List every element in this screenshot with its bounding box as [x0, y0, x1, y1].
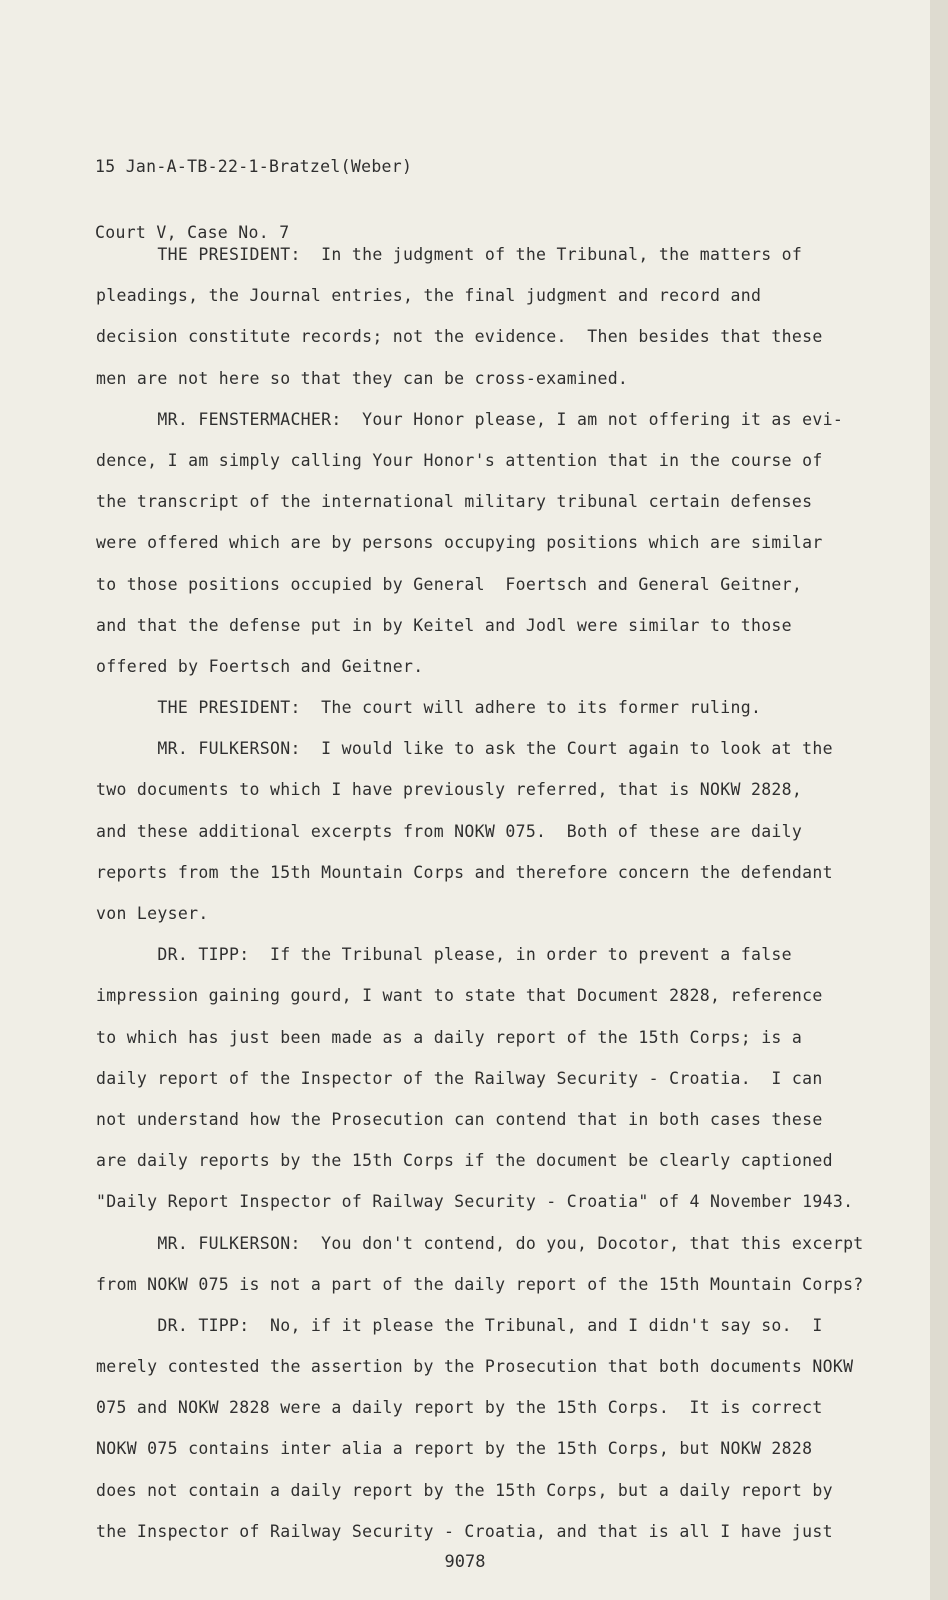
header-court-line: Court V, Case No. 7 — [95, 223, 290, 242]
transcript-body — [96, 234, 864, 1552]
transcript-line: two documents to which I have previously referred, that is NOKW 2828, — [96, 780, 803, 800]
transcript-line: THE PRESIDENT: The court will adhere to its former ruling. — [96, 698, 762, 718]
transcript-line: does not contain a daily report by the 15th Corps, but a daily report by — [96, 1480, 833, 1500]
transcript-line: and these additional excerpts from NOKW 075. Both of these are daily — [96, 821, 803, 841]
transcript-line: dence, I am simply calling Your Honor's attention that in the course of — [96, 450, 823, 470]
transcript-line: merely contested the assertion by the Prosecution that both documents NOKW — [96, 1357, 854, 1377]
transcript-line: "Daily Report Inspector of Railway Security - Croatia" of 4 November 1943. — [96, 1192, 854, 1212]
transcript-line: offered by Foertsch and Geitner. — [96, 656, 424, 676]
transcript-line: were offered which are by persons occupying positions which are similar — [96, 533, 823, 553]
transcript-line: von Leyser. — [96, 904, 209, 923]
transcript-line: impression gaining gourd, I want to state that Document 2828, reference — [96, 986, 823, 1006]
transcript-line: reports from the 15th Mountain Corps and therefore concern the defendant — [96, 862, 833, 882]
transcript-line: DR. TIPP: If the Tribunal please, in order to prevent a false — [96, 945, 792, 965]
transcript-line: the Inspector of Railway Security - Croatia, and that is all I have just — [96, 1521, 833, 1541]
transcript-line: are daily reports by the 15th Corps if the document be clearly captioned — [96, 1151, 833, 1171]
transcript-line: men are not here so that they can be cross-examined. — [96, 368, 629, 388]
header-reference-line: 15 Jan-A-TB-22-1-Bratzel(Weber) — [95, 157, 413, 176]
transcript-line: decision constitute records; not the evidence. Then besides that these — [96, 327, 823, 347]
transcript-line: not understand how the Prosecution can contend that in both cases these — [96, 1109, 823, 1129]
transcript-line: MR. FULKERSON: I would like to ask the Court again to look at the — [96, 739, 833, 759]
transcript-line: to which has just been made as a daily report of the 15th Corps; is a — [96, 1027, 803, 1047]
transcript-line: 075 and NOKW 2828 were a daily report by the 15th Corps. It is correct — [96, 1398, 823, 1418]
transcript-line: NOKW 075 contains inter alia a report by the 15th Corps, but NOKW 2828 — [96, 1439, 813, 1459]
transcript-line: to those positions occupied by General Foertsch and General Geitner, — [96, 574, 803, 594]
transcript-line: DR. TIPP: No, if it please the Tribunal, and I didn't say so. I — [96, 1315, 823, 1335]
transcript-line: and that the defense put in by Keitel and Jodl were similar to those — [96, 615, 792, 635]
transcript-line: pleadings, the Journal entries, the final judgment and record and — [96, 286, 762, 306]
transcript-line: THE PRESIDENT: In the judgment of the Tribunal, the matters of — [96, 245, 803, 264]
transcript-line: MR. FULKERSON: You don't contend, do you, Docotor, that this excerpt — [96, 1233, 864, 1253]
transcript-line: daily report of the Inspector of the Railway Security - Croatia. I can — [96, 1068, 823, 1088]
transcript-line: MR. FENSTERMACHER: Your Honor please, I am not offering it as evi- — [96, 409, 844, 429]
page-number: 9078 — [444, 1552, 486, 1572]
transcript-line: from NOKW 075 is not a part of the daily report of the 15th Mountain Corps? — [96, 1274, 864, 1294]
transcript-line: the transcript of the international military tribunal certain defenses — [96, 492, 813, 512]
